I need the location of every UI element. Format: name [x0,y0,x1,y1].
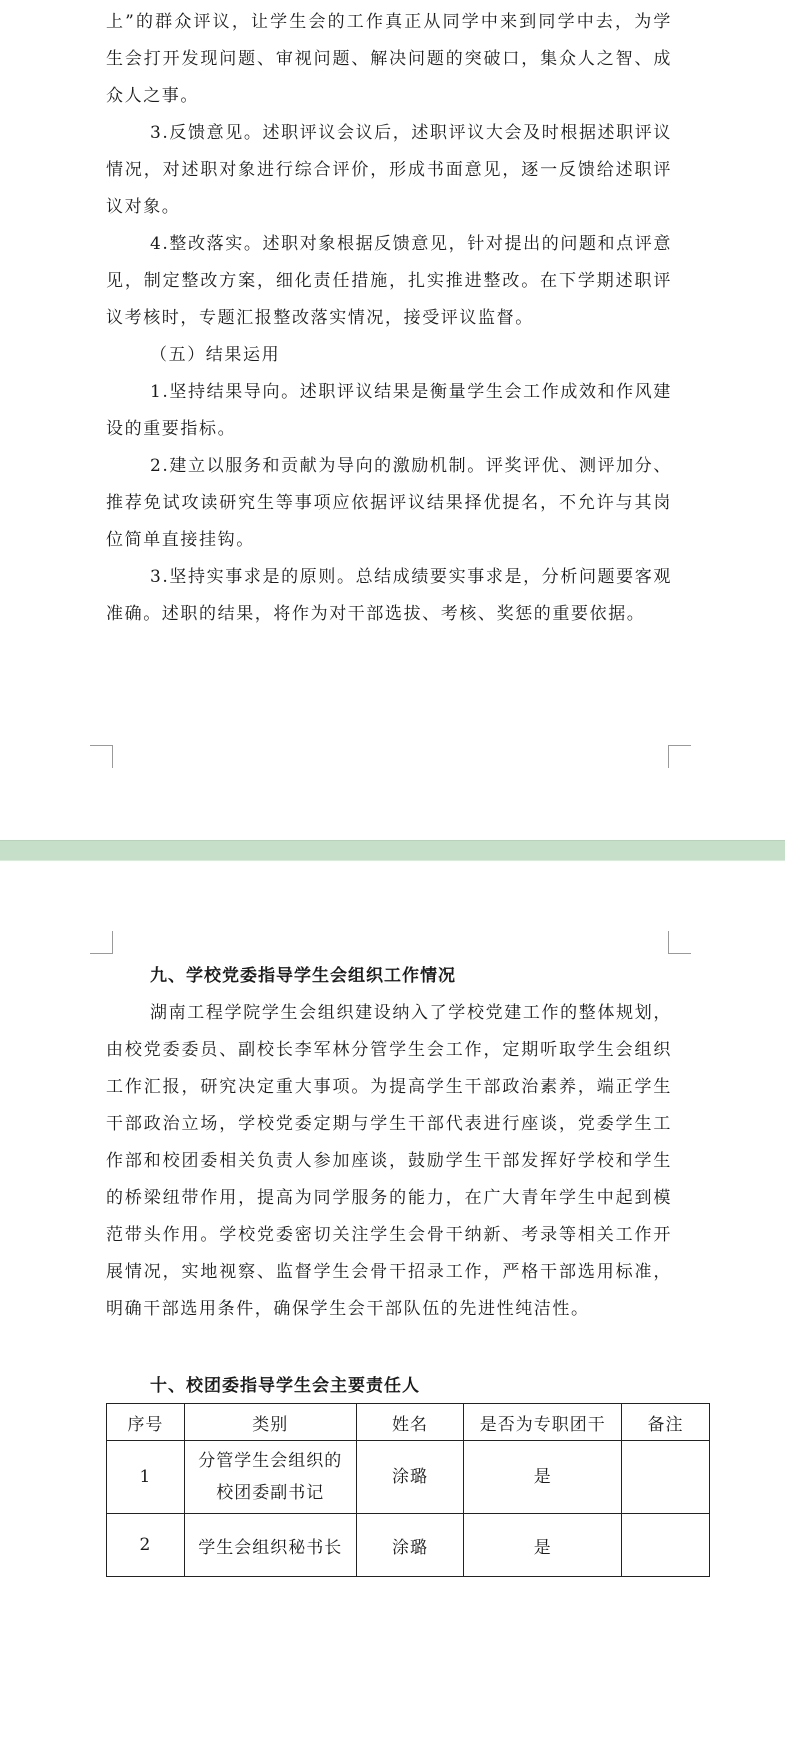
cell-name: 涂璐 [356,1441,464,1514]
paragraph-fact-seeking: 3.坚持实事求是的原则。总结成绩要实事求是，分析问题要客观准确。述职的结果，将作为对干部选拔、考核、奖惩的重要依据。 [106,567,672,624]
section-nine-body: 湖南工程学院学生会组织建设纳入了学校党建工作的整体规划，由校党委委员、副校长李军林分管学生会工作，定期听取学生会组织工作汇报，研究决定重大事项。为提高学生干部政治素养，端正学生干部政治立场，学校党委定期与学生干部代表进行座谈，党委学生工作部和校团委相关负责人参加座谈，鼓励学生干部发挥好学校和学生的桥梁纽带作用，提高为同学服务的能力，在广大青年学生中起到模范带头作用。学校党委密切关注学生会骨干纳新、考录等相关工作开展情况，实地视察、监督学生会骨干招录工作，严格干部选用标准，明确干部选用条件，确保学生会干部队伍的先进性纯洁性。 [106,1003,672,1319]
cell-note [622,1441,710,1514]
cell-category: 学生会组织秘书长 [184,1514,356,1577]
cell-no: 2 [107,1514,185,1577]
table-header-row [107,1404,710,1441]
paragraph-incentive: 2.建立以服务和贡献为导向的激励机制。评奖评优、测评加分、推荐免试攻读研究生等事项应依据评议结果择优提名，不允许与其岗位简单直接挂钩。 [106,456,672,550]
header-no: 序号 [107,1404,185,1441]
header-category: 类别 [184,1404,356,1441]
cell-fulltime: 是 [464,1441,622,1514]
cell-category-line: 校团委副书记 [216,1483,325,1503]
cell-category [184,1441,356,1514]
page-separator [0,840,785,861]
page-corner-mark [668,745,691,768]
section-nine [106,958,672,1328]
paragraph-continuation: 上”的群众评议，让学生会的工作真正从同学中来到同学中去，为学生会打开发现问题、审视问题、解决问题的突破口，集众人之智、成众人之事。 [106,12,672,106]
page-corner-mark [668,931,691,954]
page-corner-mark [90,745,113,768]
document-page-top [0,0,785,840]
cell-no: 1 [107,1441,185,1514]
paragraph-result-orientation: 1.坚持结果导向。述职评议结果是衡量学生会工作成效和作风建设的重要指标。 [106,382,672,439]
cell-name: 涂璐 [356,1514,464,1577]
section-ten-heading: 十、校团委指导学生会主要责任人 [150,1376,420,1396]
cell-note [622,1514,710,1577]
subheading-result-usage: （五）结果运用 [150,345,281,365]
section-ten [106,1368,672,1405]
table-row [107,1441,710,1514]
header-fulltime: 是否为专职团干 [464,1404,622,1441]
cell-category-line: 分管学生会组织的 [198,1451,343,1471]
paragraph-feedback: 3.反馈意见。述职评议会议后，述职评议大会及时根据述职评议情况，对述职对象进行综合评价，形成书面意见，逐一反馈给述职评议对象。 [106,123,672,217]
section-nine-heading: 九、学校党委指导学生会组织工作情况 [150,966,456,986]
page-corner-mark [90,931,113,954]
cell-fulltime: 是 [464,1514,622,1577]
paragraph-rectification: 4.整改落实。述职对象根据反馈意见，针对提出的问题和点评意见，制定整改方案，细化责任措施，扎实推进整改。在下学期述职评议考核时，专题汇报整改落实情况，接受评议监督。 [106,234,672,328]
page-top-body [106,4,672,633]
header-name: 姓名 [356,1404,464,1441]
leaders-table [106,1403,710,1577]
header-note: 备注 [622,1404,710,1441]
table-row [107,1514,710,1577]
